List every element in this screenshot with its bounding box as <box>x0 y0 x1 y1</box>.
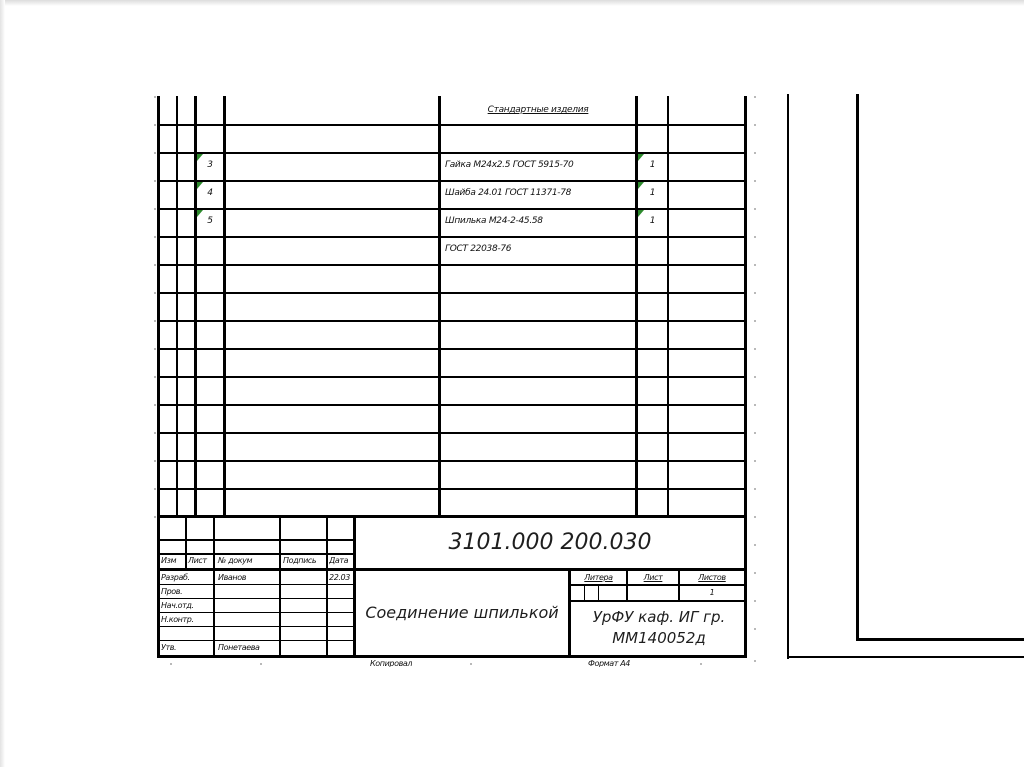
header-doc-number: № докум <box>218 556 253 565</box>
document-designation: 3101.000 200.030 <box>448 530 652 555</box>
organization-line1: УрФУ каф. ИГ гр. <box>592 608 726 626</box>
header-change: Изм <box>161 556 177 565</box>
role-label: Пров. <box>161 587 183 596</box>
role-label: Нач.отд. <box>161 601 194 610</box>
role-date: 22.03 <box>329 573 350 582</box>
sheets-value: 1 <box>709 588 715 597</box>
sheet-label: Лист <box>643 573 663 582</box>
item-quantity: 1 <box>649 216 656 226</box>
organization-line2: ММ140052д <box>612 629 706 647</box>
pos-markers <box>197 154 644 217</box>
item-name: ГОСТ 22038-76 <box>445 244 512 254</box>
position-number: 3 <box>207 160 213 170</box>
item-quantity: 1 <box>649 160 656 170</box>
next-sheet-frame <box>787 94 1024 659</box>
role-surname: Понетаева <box>218 643 260 652</box>
item-name: Шайба 24.01 ГОСТ 11371-78 <box>445 188 572 198</box>
header-date: Дата <box>329 556 349 565</box>
format-label: Формат А4 <box>588 659 630 667</box>
role-label: Утв. <box>161 643 177 652</box>
position-number: 5 <box>207 216 213 226</box>
item-name: Шпилька М24-2-45.58 <box>445 216 543 226</box>
role-label: Разраб. <box>161 573 190 582</box>
copied-label: Копировал <box>370 659 413 667</box>
item-name: Гайка М24х2.5 ГОСТ 5915-70 <box>445 160 574 170</box>
position-number: 4 <box>207 188 213 198</box>
sheets-label: Листов <box>698 573 726 582</box>
header-signature: Подпись <box>283 556 317 565</box>
role-surname: Иванов <box>218 573 247 582</box>
document-name: Соединение шпилькой <box>365 603 559 622</box>
item-quantity: 1 <box>649 188 656 198</box>
litera-label: Литера <box>584 573 613 582</box>
role-label: Н.контр. <box>161 615 194 624</box>
header-sheet: Лист <box>188 556 207 565</box>
section-title: Стандартные изделия <box>487 105 589 115</box>
